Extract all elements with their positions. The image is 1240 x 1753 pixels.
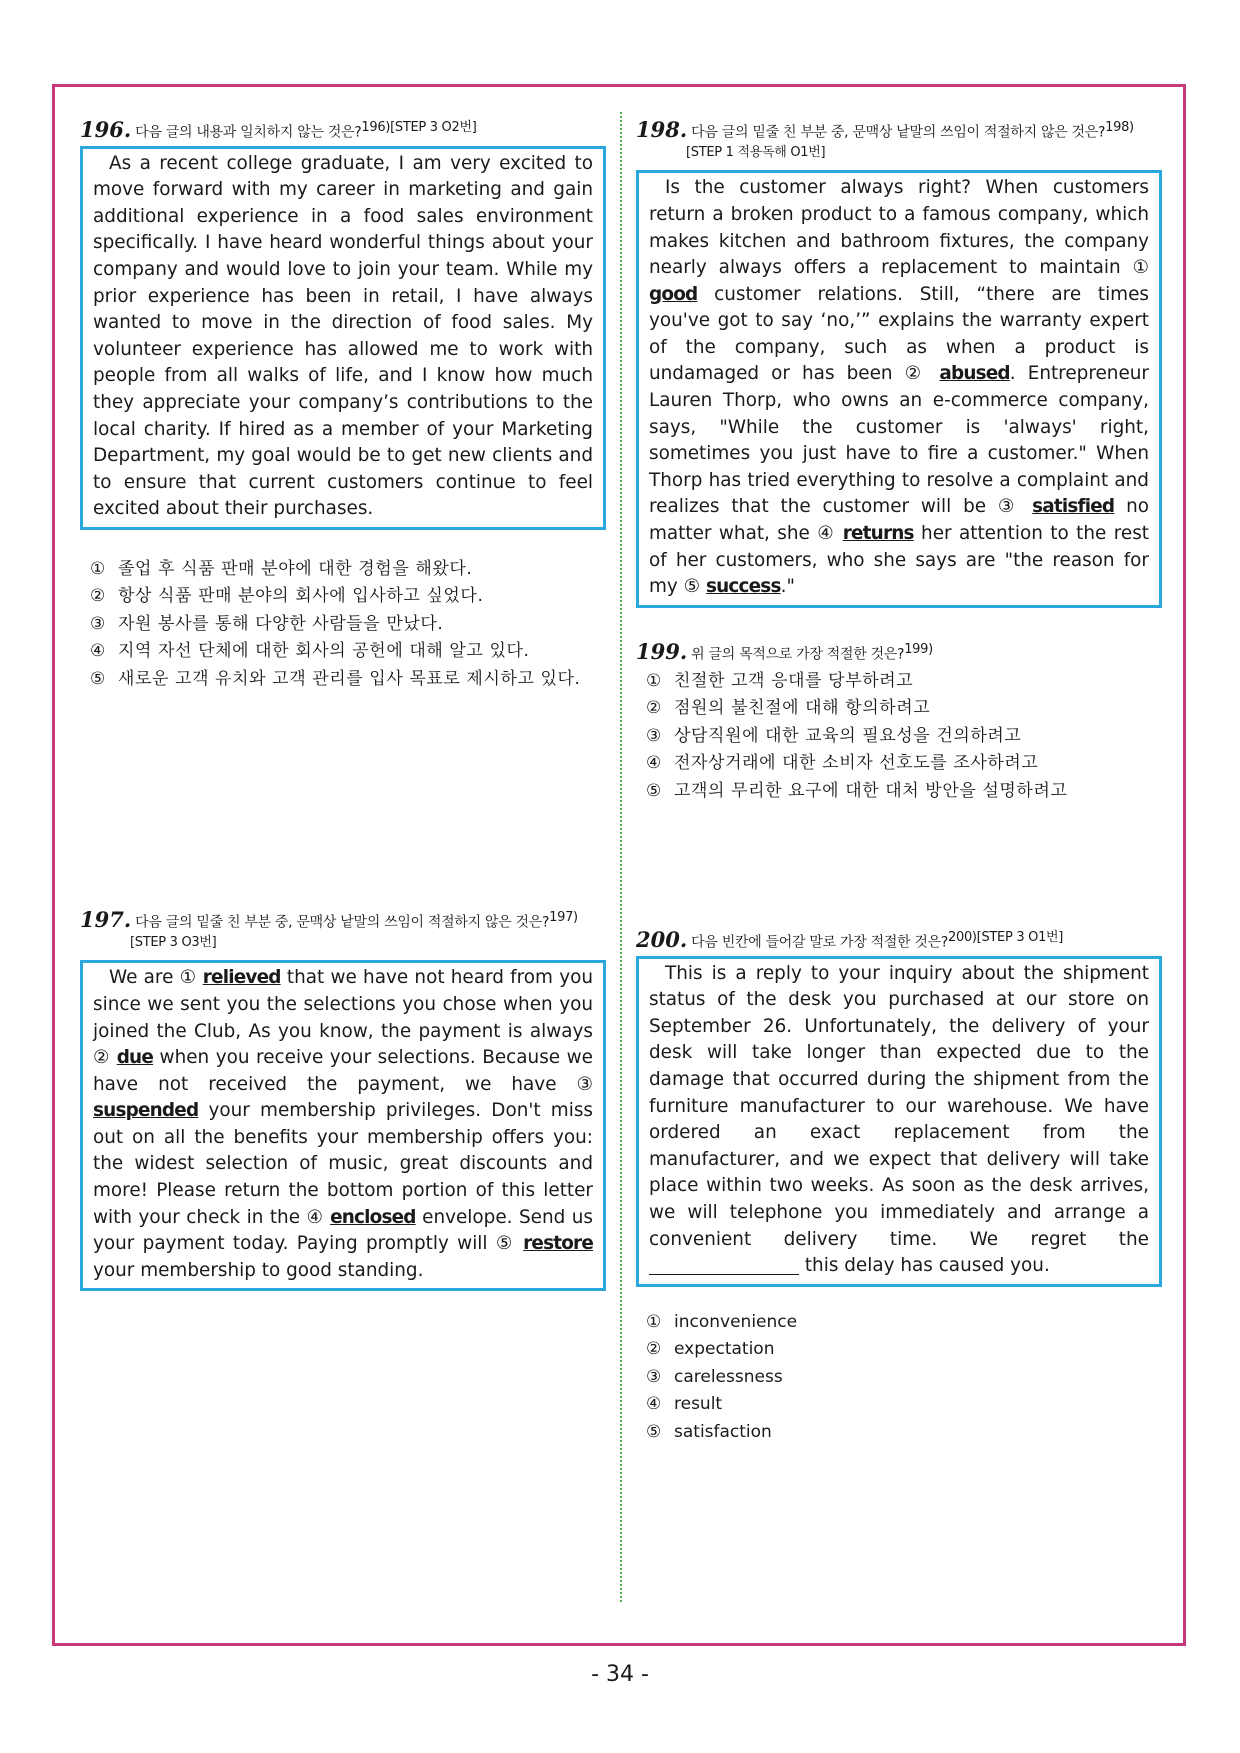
option-number: ② [90, 586, 106, 607]
underlined-word: due [116, 1047, 154, 1069]
question-199 [636, 640, 1166, 805]
question-text: 위 글의 목적으로 가장 적절한 것은? [691, 646, 905, 663]
question-number: 198. [636, 116, 688, 142]
question-source: 199) [904, 642, 933, 657]
passage-box [80, 960, 606, 1291]
option-item [646, 668, 1166, 696]
question-196 [80, 118, 610, 693]
option-item [90, 556, 610, 584]
option-text: 친절한 고객 응대를 당부하려고 [674, 670, 914, 691]
option-text: 상담직원에 대한 교육의 필요성을 건의하려고 [674, 725, 1022, 746]
passage-segment: when you receive your selections. Because we have not received the payment, we have ③ [93, 1047, 593, 1095]
option-item [646, 695, 1166, 723]
underlined-word: enclosed [330, 1206, 416, 1228]
passage-segment: We are ① [109, 967, 203, 989]
option-text: 항상 식품 판매 분야의 회사에 입사하고 싶었다. [118, 586, 484, 607]
passage-segment: ." [780, 576, 795, 598]
underlined-word: satisfied [1032, 496, 1115, 518]
passage-text-after: this delay has caused you. [799, 1255, 1050, 1277]
question-header [636, 640, 1166, 665]
passage-text-before: This is a reply to your inquiry about the shipment status of the desk you purchased at our store on September 26. Unfortunately, the delivery of your desk will take longer than expected due to the damage that occurred during the shipment from the furniture manufacturer to our warehouse. We have ordered an exact replacement from the manufacturer, and we expect that delivery will take place within two weeks. As soon as the desk arrives, we will telephone you immediately and arrange a convenient delivery time. We regret the [649, 962, 1149, 1250]
option-number: ③ [646, 725, 662, 746]
question-198 [636, 118, 1166, 608]
option-text: satisfaction [674, 1421, 772, 1442]
option-number: ④ [90, 641, 106, 662]
question-text: 다음 글의 밑줄 친 부분 중, 문맥상 낱말의 쓰임이 적절하지 않은 것은? [691, 124, 1106, 141]
passage-segment: envelope. Send us your payment today. Paying promptly will ⑤ [93, 1206, 593, 1255]
question-header [636, 928, 1166, 953]
passage-text [649, 961, 1149, 1280]
option-text: 고객의 무리한 요구에 대한 대처 방안을 설명하려고 [674, 780, 1068, 801]
option-text: 새로운 고객 유치와 고객 관리를 입사 목표로 제시하고 있다. [118, 668, 581, 689]
question-source: 200)[STEP 3 O1번] [948, 930, 1064, 945]
answer-options [636, 668, 1166, 806]
option-number: ① [90, 558, 106, 579]
question-number: 197. [80, 906, 132, 932]
option-number: ② [646, 1339, 662, 1360]
passage-segment: . Entrepreneur Lauren Thorp, who owns an e-commerce company, says, "While the customer is 'always' right, sometimes you just have to fire a customer." When Thorp has tried everything to resolve a complaint and realizes that the customer will be ③ [649, 363, 1149, 518]
option-number: ③ [646, 1366, 662, 1387]
answer-options [636, 1309, 1166, 1447]
passage-box [636, 170, 1162, 608]
option-item [90, 583, 610, 611]
option-item [646, 1336, 1166, 1364]
option-item [646, 1419, 1166, 1447]
passage-segment: customer relations. Still, “there are times you've got to say ‘no,’” explains the warranty expert of the company, such as when a product is undamaged or has been ② [649, 283, 1149, 385]
option-text: inconvenience [674, 1311, 798, 1332]
option-item [646, 723, 1166, 751]
page-number: - 34 - [591, 1662, 649, 1687]
passage-box [636, 956, 1162, 1287]
option-text: 졸업 후 식품 판매 분야에 대한 경험을 해왔다. [118, 558, 473, 579]
question-header [80, 118, 610, 143]
question-source: 197)[STEP 3 O3번] [130, 910, 578, 950]
option-number: ① [646, 1311, 662, 1332]
question-text: 다음 글의 밑줄 친 부분 중, 문맥상 낱말의 쓰임이 적절하지 않은 것은? [135, 914, 550, 931]
option-item [90, 666, 610, 694]
option-item [90, 611, 610, 639]
option-item [646, 750, 1166, 778]
option-text: carelessness [674, 1366, 783, 1387]
underlined-word: success [705, 576, 781, 598]
underlined-word: restore [523, 1233, 593, 1255]
passage-segment: that we have not heard from you since we sent you the selections you chose when you joined the Club, As you know, the payment is always ② [93, 967, 593, 1069]
option-number: ④ [646, 1394, 662, 1415]
option-number: ⑤ [646, 1421, 662, 1442]
underlined-word: abused [939, 363, 1010, 385]
passage-segment: your membership to good standing. [93, 1259, 424, 1281]
underlined-word: relieved [202, 967, 281, 989]
question-header [636, 118, 1166, 167]
option-text: 지역 자선 단체에 대한 회사의 공헌에 대해 알고 있다. [118, 641, 530, 662]
question-text: 다음 글의 내용과 일치하지 않는 것은? [135, 124, 362, 141]
option-number: ④ [646, 753, 662, 774]
option-item [646, 1391, 1166, 1419]
answer-blank [649, 1254, 799, 1275]
option-item [646, 1309, 1166, 1337]
question-number: 196. [80, 116, 132, 142]
option-item [646, 778, 1166, 806]
option-item [646, 1364, 1166, 1392]
question-number: 200. [636, 926, 688, 952]
option-item [90, 638, 610, 666]
option-text: result [674, 1394, 723, 1415]
passage-box [80, 146, 606, 530]
passage-segment: Is the customer always right? When customers return a broken product to a famous company, which makes kitchen and bathroom fixtures, the company nearly always offers a replacement to maintain ① [649, 177, 1149, 279]
question-number: 199. [636, 638, 688, 664]
option-text: 점원의 불친절에 대해 항의하려고 [674, 698, 931, 719]
option-text: 자원 봉사를 통해 다양한 사람들을 만났다. [118, 613, 444, 634]
option-text: 전자상거래에 대한 소비자 선호도를 조사하려고 [674, 753, 1039, 774]
passage-segment: her attention to the rest of her customers, who she says are "the reason for my ⑤ [649, 523, 1149, 598]
passage-segment: no matter what, she ④ [649, 496, 1149, 545]
question-197 [80, 908, 610, 1291]
column-divider [620, 112, 622, 1602]
answer-options [80, 556, 610, 694]
option-number: ⑤ [646, 780, 662, 801]
question-200 [636, 928, 1166, 1446]
question-header [80, 908, 610, 957]
passage-text [93, 965, 593, 1284]
underlined-word: returns [842, 523, 914, 545]
underlined-word: good [649, 283, 698, 305]
passage-segment: your membership privileges. Don't miss out on all the benefits your membership offers you: the widest selection of music, great discounts and more! Please return the bottom portion of this letter with your check in the ④ [93, 1100, 593, 1228]
option-number: ③ [90, 613, 106, 634]
question-source: 198)[STEP 1 적용독해 O1번] [686, 120, 1134, 160]
passage-text: As a recent college graduate, I am very excited to move forward with my career in marketing and gain additional experience in a food sales environment specifically. I have heard wonderful things about your company and would love to join your team. While my prior experience has been in retail, I have always wanted to move in the direction of food sales. My volunteer experience has allowed me to work with people from all walks of life, and I know how much they appreciate your company’s contributions to the local charity. If hired as a member of your Marketing Department, my goal would be to get new clients and to ensure that current customers continue to feel excited about their purchases. [93, 152, 593, 520]
passage-text [649, 175, 1149, 601]
option-number: ② [646, 698, 662, 719]
underlined-word: suspended [93, 1100, 199, 1122]
question-source: 196)[STEP 3 O2번] [361, 120, 477, 135]
question-text: 다음 빈칸에 들어갈 말로 가장 적절한 것은? [691, 934, 948, 951]
option-number: ① [646, 670, 662, 691]
option-text: expectation [674, 1339, 775, 1360]
option-number: ⑤ [90, 668, 106, 689]
